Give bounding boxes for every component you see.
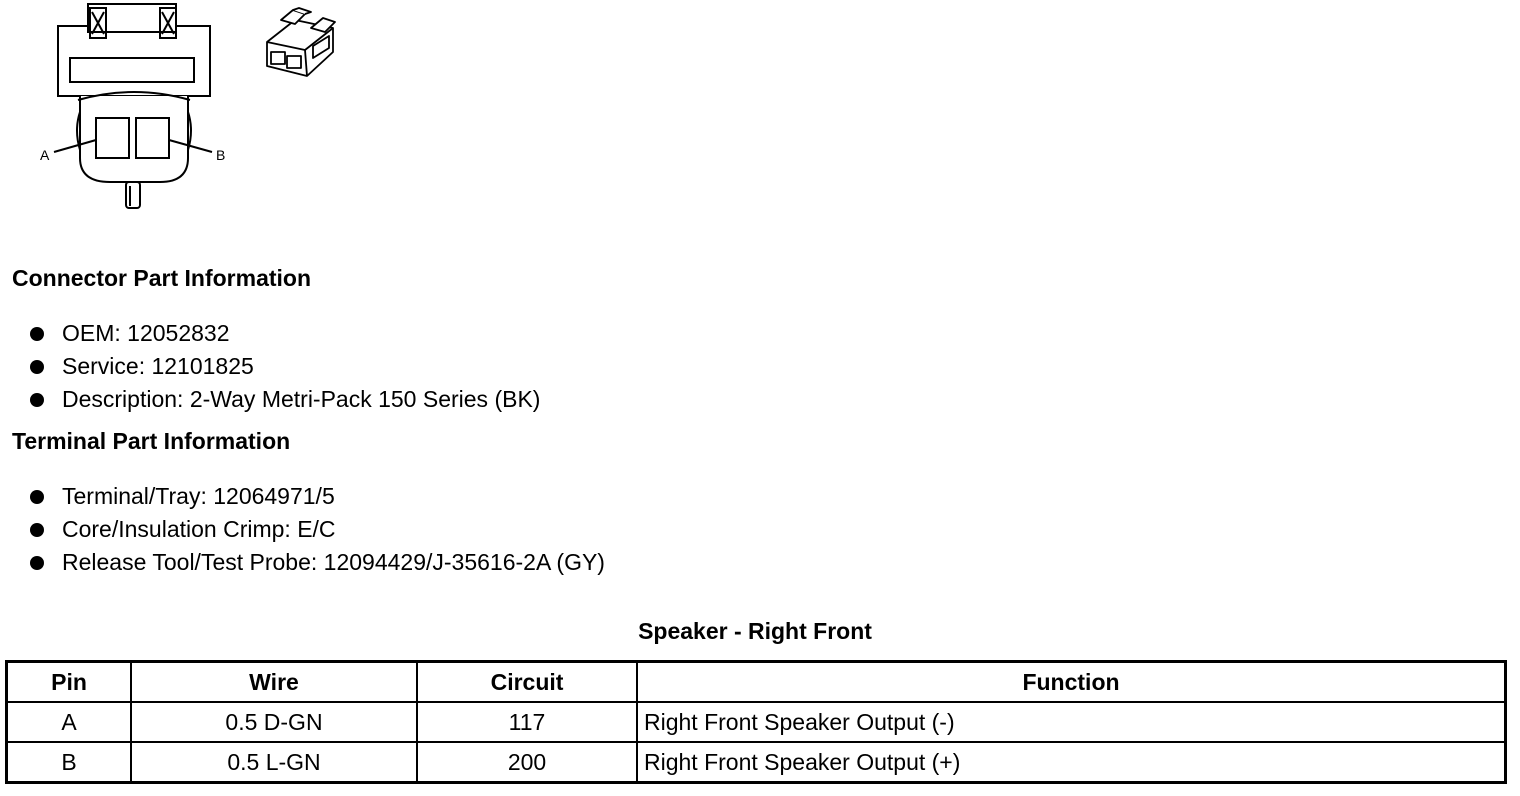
list-item-text: Terminal/Tray: 12064971/5 xyxy=(62,483,335,509)
table-row xyxy=(7,742,1506,783)
cell-circuit: 117 xyxy=(417,702,637,742)
cell-wire: 0.5 D-GN xyxy=(131,702,417,742)
bullet-icon xyxy=(30,523,44,537)
list-item xyxy=(28,549,605,582)
terminal-info-heading: Terminal Part Information xyxy=(12,428,291,454)
pin-label-b: B xyxy=(216,147,226,163)
connector-info-heading: Connector Part Information xyxy=(12,265,312,291)
header-function: Function xyxy=(637,662,1506,703)
cell-function: Right Front Speaker Output (-) xyxy=(637,702,1506,742)
header-pin: Pin xyxy=(7,662,132,703)
bullet-icon xyxy=(30,490,44,504)
connector-info-list xyxy=(28,320,540,419)
table-title: Speaker - Right Front xyxy=(638,618,872,644)
bullet-icon xyxy=(30,556,44,570)
list-item-text: Service: 12101825 xyxy=(62,353,254,379)
table-header-row xyxy=(7,662,1506,703)
cell-wire: 0.5 L-GN xyxy=(131,742,417,783)
bullet-icon xyxy=(30,360,44,374)
list-item-text: Core/Insulation Crimp: E/C xyxy=(62,516,336,542)
connector-isometric-diagram xyxy=(255,6,345,88)
bullet-icon xyxy=(30,327,44,341)
header-wire: Wire xyxy=(131,662,417,703)
list-item-text: OEM: 12052832 xyxy=(62,320,230,346)
bullet-icon xyxy=(30,393,44,407)
cell-circuit: 200 xyxy=(417,742,637,783)
header-circuit: Circuit xyxy=(417,662,637,703)
cell-pin: B xyxy=(7,742,132,783)
list-item xyxy=(28,353,540,386)
terminal-info-list xyxy=(28,483,605,582)
cell-pin: A xyxy=(7,702,132,742)
list-item xyxy=(28,516,605,549)
cell-function: Right Front Speaker Output (+) xyxy=(637,742,1506,783)
table-row xyxy=(7,702,1506,742)
pinout-table xyxy=(5,660,1507,784)
list-item xyxy=(28,386,540,419)
list-item-text: Description: 2-Way Metri-Pack 150 Series (BK) xyxy=(62,386,541,412)
connector-face-diagram xyxy=(30,0,250,220)
list-item xyxy=(28,320,540,353)
list-item-text: Release Tool/Test Probe: 12094429/J-35616-2A (GY) xyxy=(62,549,605,575)
pin-label-a: A xyxy=(40,147,50,163)
list-item xyxy=(28,483,605,516)
